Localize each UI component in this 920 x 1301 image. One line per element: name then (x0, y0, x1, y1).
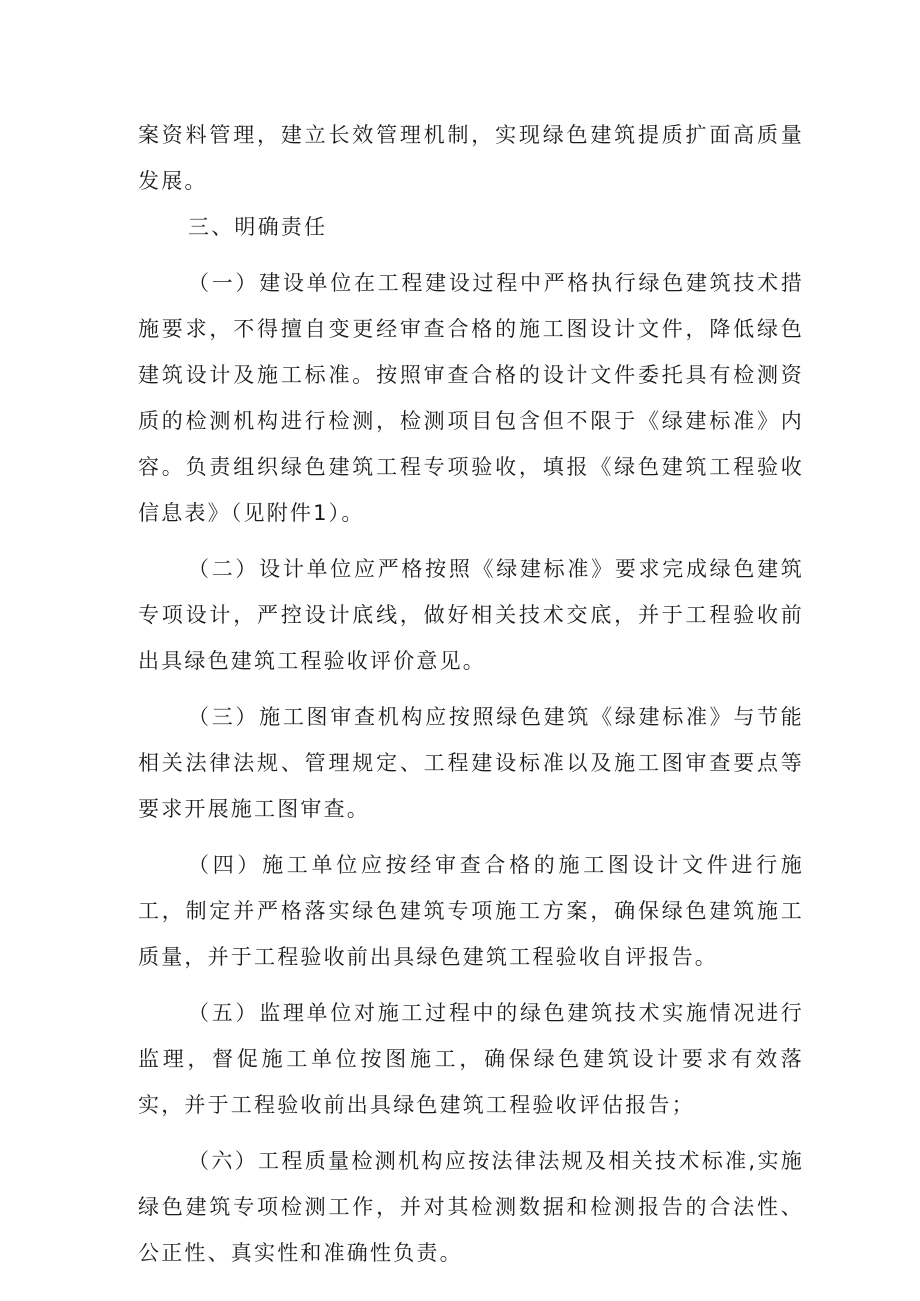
document-body (138, 112, 804, 1276)
section-heading-clarify-responsibilities: 三、明确责任 (188, 215, 328, 239)
paragraph-drawing-review-agency: （三）施工图审查机构应按照绿色建筑《绿建标准》与节能相关法律法规、管理规定、工程建设标准以及施工图审查要点等要求开展施工图审查。 (138, 705, 804, 821)
paragraph-quality-testing-agency: （六）工程质量检测机构应按法律法规及相关技术标准,实施绿色建筑专项检测工作，并对其检测数据和检测报告的合法性、公正性、真实性和准确性负责。 (138, 1149, 804, 1265)
paragraph-design-unit: （二）设计单位应严格按照《绿建标准》要求完成绿色建筑专项设计，严控设计底线，做好相关技术交底，并于工程验收前出具绿色建筑工程验收评价意见。 (138, 557, 804, 673)
paragraph-supervision-unit: （五）监理单位对施工过程中的绿色建筑技术实施情况进行监理，督促施工单位按图施工，确保绿色建筑设计要求有效落实，并于工程验收前出具绿色建筑工程验收评估报告； (138, 1001, 804, 1117)
paragraph-construction-unit: （一）建设单位在工程建设过程中严格执行绿色建筑技术措施要求，不得擅自变更经审查合格的施工图设计文件，降低绿色建筑设计及施工标准。按照审查合格的设计文件委托具有检测资质的检测机构进行检测，检测项目包含但不限于《绿建标准》内容。负责组织绿色建筑工程专项验收，填报《绿色建筑工程验收信息表》（见附件1）。 (138, 271, 804, 525)
paragraph-continuation: 案资料管理，建立长效管理机制，实现绿色建筑提质扩面高质量发展。 (138, 123, 804, 193)
paragraph-construction-contractor: （四）施工单位应按经审查合格的施工图设计文件进行施工，制定并严格落实绿色建筑专项施工方案，确保绿色建筑施工质量，并于工程验收前出具绿色建筑工程验收自评报告。 (138, 853, 804, 969)
